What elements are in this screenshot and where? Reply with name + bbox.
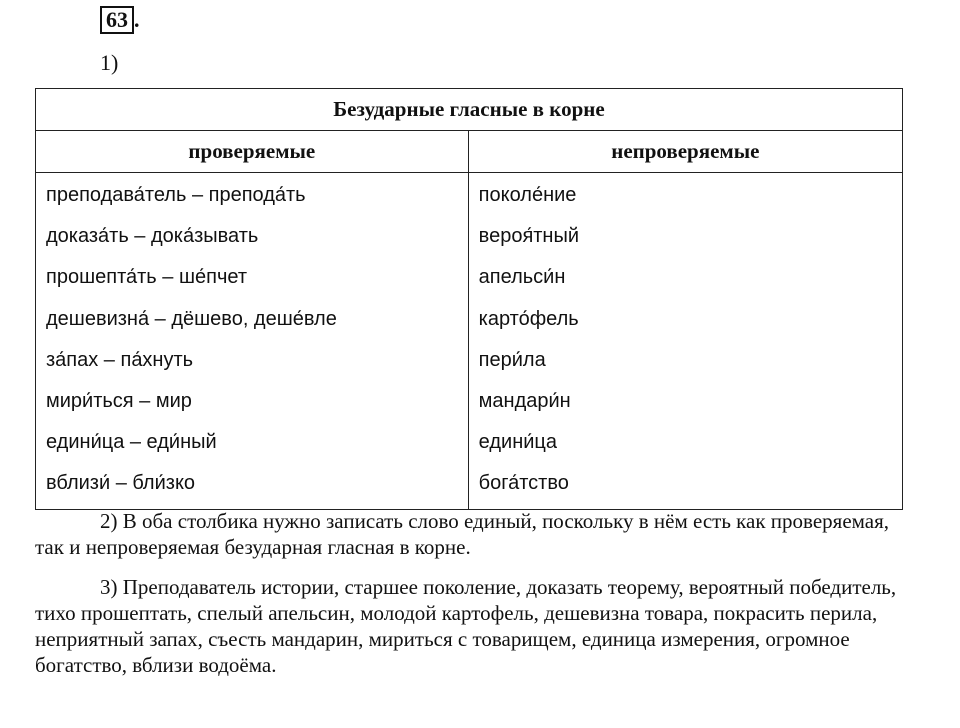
exercise-number-suffix: .: [134, 7, 140, 32]
list-item: апельси́н: [478, 266, 566, 289]
list-item: пери́ла: [478, 348, 546, 371]
list-item: карто́фель: [478, 307, 579, 330]
uncheckable-word-list: [469, 175, 902, 505]
vowels-table: [35, 88, 903, 510]
list-item: преподава́тель – препода́ть: [46, 184, 306, 206]
list-item: за́пах – па́хнуть: [46, 348, 194, 371]
list-item: вероя́тный: [478, 225, 580, 248]
table-title: Безударные гласные в корне: [36, 89, 903, 131]
uncheckable-column: [468, 173, 902, 510]
list-item: бога́тство: [478, 472, 569, 495]
exercise-number-value: 63: [106, 7, 128, 32]
list-item: доказа́ть – дока́зывать: [46, 225, 259, 248]
header-checkable: проверяемые: [36, 131, 469, 173]
part-two-paragraph: 2) В оба столбика нужно записать слово единый, поскольку в нём есть как проверяемая, так и непроверяемая безударная гласная в корне.: [35, 509, 890, 559]
part-three-paragraph: 3) Преподаватель истории, старшее поколение, доказать теорему, вероятный победитель, тихо прошептать, спелый апельсин, молодой картофель, дешевизна товара, покрасить перила, неприятный запах, съесть мандарин, мириться с товарищем, единица измерения, огромное богатство, вблизи водоёма.: [35, 575, 897, 677]
list-item: дешевизна́ – дёшево, деше́вле: [46, 307, 337, 330]
checkable-word-list: [36, 175, 468, 505]
list-item: едини́ца: [478, 431, 557, 454]
list-item: едини́ца – еди́ный: [46, 431, 217, 454]
list-item: мири́ться – мир: [46, 389, 192, 412]
header-uncheckable: непроверяемые: [468, 131, 902, 173]
list-item: прошепта́ть – ше́пчет: [46, 266, 247, 289]
list-item: мандари́н: [478, 389, 571, 412]
list-item: поколе́ние: [478, 184, 577, 206]
exercise-number: [100, 6, 140, 34]
list-item: вблизи́ – бли́зко: [46, 472, 196, 495]
checkable-column: [36, 173, 469, 510]
part-one-label: 1): [100, 50, 119, 75]
exercise-number-box: [100, 6, 134, 34]
